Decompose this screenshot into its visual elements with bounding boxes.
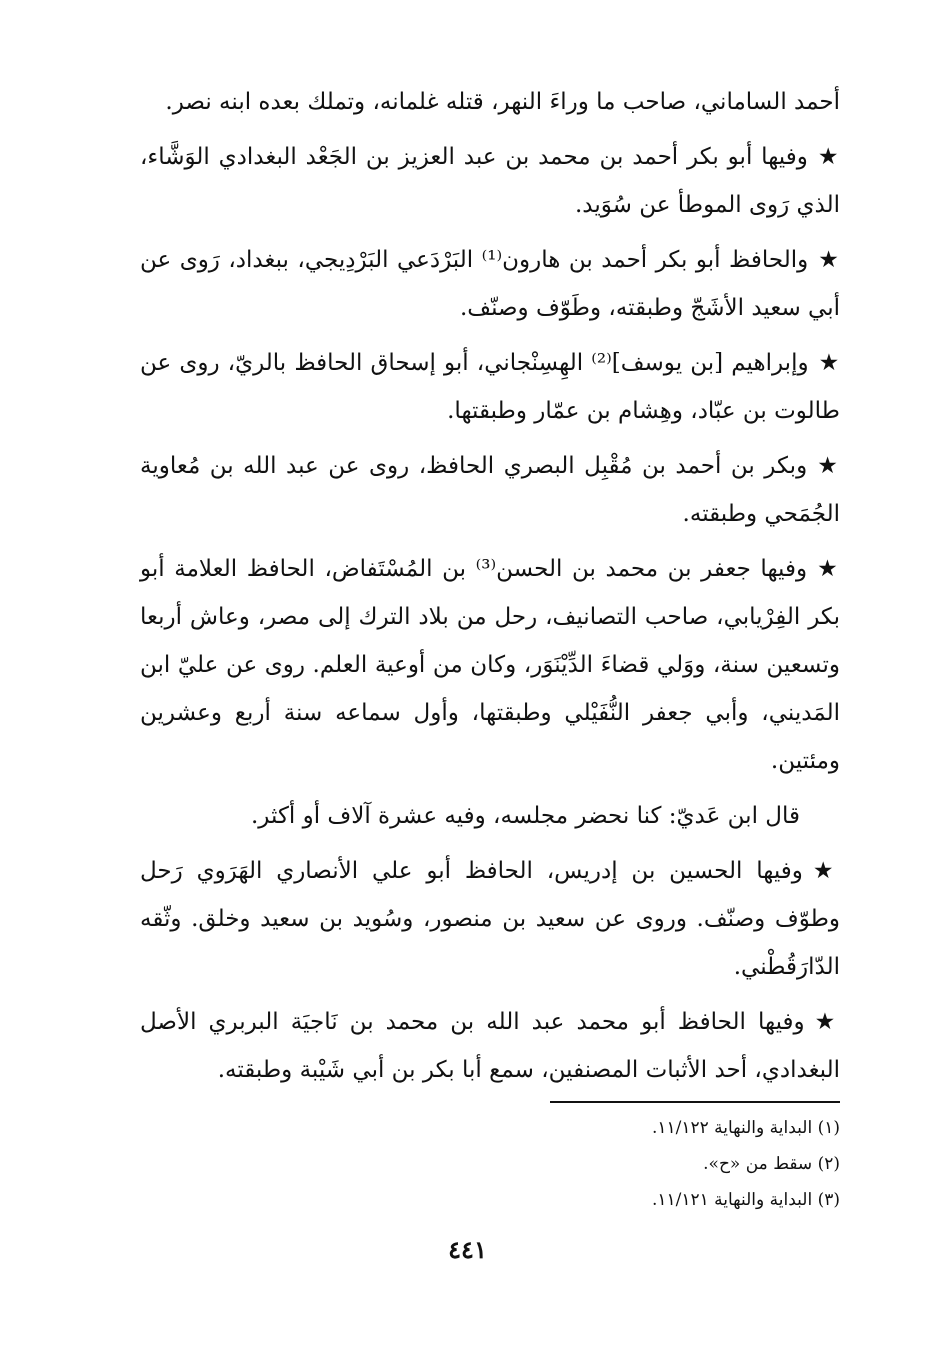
- paragraph-text: وفيها الحافظ أبو محمد عبد الله بن محمد بن نَاجيَة البربري الأصل البغدادي، أحد الأثبات المصنفين، سمع أبا بكر بن أبي شَيْبة وطبقته.: [140, 1009, 840, 1083]
- paragraph-text: وفيها جعفر بن محمد بن الحسن⁽³⁾ بن المُسْتَفاض، الحافظ العلامة أبو بكر الفِرْيابي، صاحب التصانيف، رحل من بلاد الترك إلى مصر، وعاش أربعا وتسعين سنة، ووَلي قضاءَ الدِّيْنَوَر، وكان من أوعية العلم. روى عن عليّ ابن المَديني، وأبي جعفر النُّفَيْلي وطبقتها، وأول سماعه سنة أربع وعشرين ومئتين.: [140, 556, 840, 774]
- paragraph-text: قال ابن عَديّ: كنا نحضر مجلسه، وفيه عشرة آلاف أو أكثر.: [251, 803, 800, 829]
- star-icon: ★: [817, 144, 840, 170]
- main-text: [140, 78, 840, 1101]
- paragraph: [140, 442, 840, 538]
- star-icon: ★: [817, 453, 840, 479]
- paragraph: [140, 133, 840, 229]
- paragraph-text: وإبراهيم [بن يوسف]⁽²⁾ الهِسِنْجاني، أبو إسحاق الحافظ بالريّ، روى عن طالوت بن عبّاد، وهِشام بن عمّار وطبقتها.: [140, 350, 840, 424]
- paragraph-text: وفيها أبو بكر أحمد بن محمد بن عبد العزيز بن الجَعْد البغدادي الوَشَّاء، الذي رَوى الموطأ عن سُوَيد.: [140, 144, 840, 218]
- paragraph: [140, 545, 840, 785]
- paragraph: [140, 998, 840, 1094]
- paragraph-text: أحمد الساماني، صاحب ما وراءَ النهر، قتله غلمانه، وتملك بعده ابنه نصر.: [165, 89, 840, 115]
- star-icon: ★: [812, 858, 841, 884]
- paragraph: [140, 847, 840, 991]
- paragraph: [140, 78, 840, 126]
- star-icon: ★: [818, 350, 841, 376]
- paragraph: [140, 792, 840, 840]
- footnote-separator: [550, 1101, 840, 1103]
- footnote: (٢) سقط من «ح».: [703, 1154, 840, 1174]
- star-icon: ★: [814, 1009, 841, 1035]
- footnote: (١) البداية والنهاية ١١/١٢٢.: [651, 1118, 840, 1138]
- paragraph: [140, 339, 840, 435]
- paragraph: [140, 236, 840, 332]
- paragraph-text: وفيها الحسين بن إدريس، الحافظ أبو علي الأنصاري الهَرَوي رَحل وطوّف وصنّف. وروى عن سعيد بن منصور، وسُويد بن سعيد وخلق. وثّقه الدّارَقُطْني.: [140, 858, 840, 980]
- paragraph-text: والحافظ أبو بكر أحمد بن هارون⁽¹⁾ البَرْدَعي البَرْدِيجي، ببغداد، رَوى عن أبي سعيد الأشَجّ وطبقته، وطَوّف وصنّف.: [140, 247, 840, 321]
- star-icon: ★: [818, 247, 840, 273]
- page-number: ٤٤١: [448, 1235, 487, 1264]
- star-icon: ★: [817, 556, 841, 582]
- paragraph-text: وبكر بن أحمد بن مُقْبِل البصري الحافظ، روى عن عبد الله بن مُعاوية الجُمَحي وطبقته.: [140, 453, 840, 527]
- footnote: (٣) البداية والنهاية ١١/١٢١.: [651, 1190, 840, 1210]
- footnotes: [140, 1110, 840, 1218]
